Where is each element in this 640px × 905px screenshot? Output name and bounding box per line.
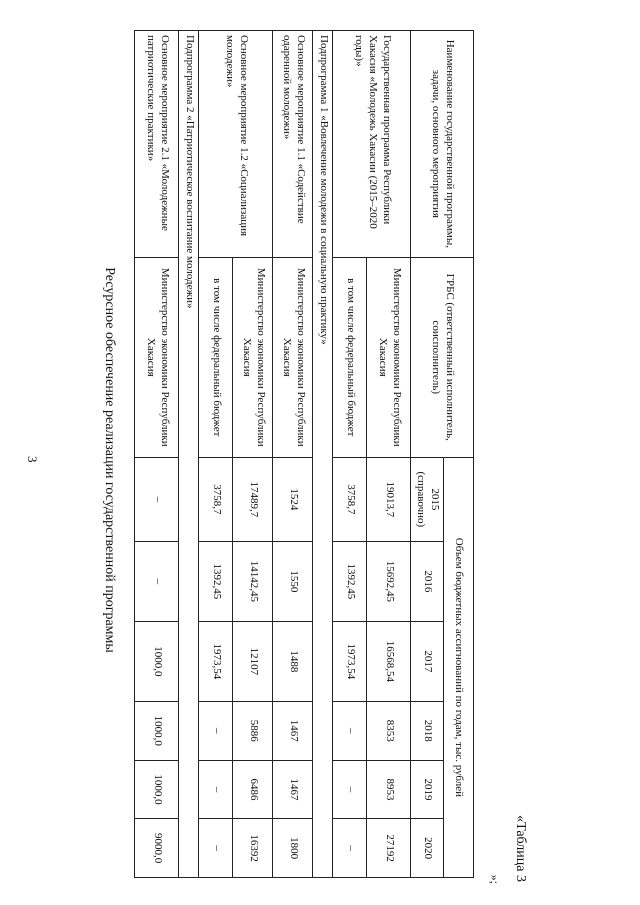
row-value: 1550 [273, 541, 313, 621]
row-value: 1467 [273, 701, 313, 760]
row-value: – [199, 819, 233, 878]
header-year: 2018 [411, 701, 444, 760]
row-value: – [333, 760, 367, 819]
row-value: 3758,7 [199, 457, 233, 541]
row-value: – [199, 760, 233, 819]
row-value: 1488 [273, 621, 313, 701]
row-value: 17489,7 [233, 457, 273, 541]
row-grbs: в том числе федеральный бюджет [199, 257, 233, 457]
row-value: 1392,45 [333, 541, 367, 621]
table-label: «Таблица 3 [513, 815, 528, 882]
row-grbs: в том числе федеральный бюджет [333, 257, 367, 457]
row-value: 27192 [367, 819, 411, 878]
subprogram-title: Подпрограмма 1 «Вовлечение молодежи в социальную практику» [313, 31, 333, 878]
row-value: 15692,45 [367, 541, 411, 621]
row-value: 1524 [273, 457, 313, 541]
row-name: Основное мероприятие 1.1 «Содействие одаренной молодежи» [273, 31, 313, 258]
header-grbs: ГРБС (ответственный исполнитель, соисполнитель) [411, 257, 474, 457]
row-grbs: Министерство экономики Республики Хакасия [135, 257, 179, 457]
row-value: 16568,54 [367, 621, 411, 701]
row-value: 1467 [273, 760, 313, 819]
header-row-1 [444, 31, 474, 878]
row-name: Государственная программа Республики Хакасия «Молодежь Хакасии (2015–2020 годы)» [333, 31, 411, 258]
row-value: – [135, 457, 179, 541]
row-value: 8953 [367, 760, 411, 819]
header-year: 2015 (справочно) [411, 457, 444, 541]
row-value: 3758,7 [333, 457, 367, 541]
row-value: – [333, 701, 367, 760]
row-grbs: Министерство экономики Республики Хакасия [233, 257, 273, 457]
row-value: 16392 [233, 819, 273, 878]
table-row [273, 31, 313, 878]
row-value: 12107 [233, 621, 273, 701]
row-value: 19013,7 [367, 457, 411, 541]
row-value: 1800 [273, 819, 313, 878]
row-value: 9000,0 [135, 819, 179, 878]
row-value: 1000,0 [135, 701, 179, 760]
row-value: 1973,54 [199, 621, 233, 701]
row-name: Основное мероприятие 2.1 «Молодежные патриотические практики» [135, 31, 179, 258]
page-number: 3 [25, 456, 40, 463]
row-value: 1973,54 [333, 621, 367, 701]
rotated-table-page [70, 30, 530, 890]
row-name: Основное мероприятие 1.2 «Социализация молодежи» [199, 31, 273, 258]
row-value: 1000,0 [135, 760, 179, 819]
row-value: – [135, 541, 179, 621]
row-value: 8353 [367, 701, 411, 760]
row-value: 1392,45 [199, 541, 233, 621]
resource-table [135, 30, 475, 878]
header-year: 2019 [411, 760, 444, 819]
header-year: 2020 [411, 819, 444, 878]
header-volume: Объем бюджетных ассигнований по годам, тыс. рублей [444, 457, 474, 877]
header-name: Наименование государственной программы, задачи, основного мероприятия [411, 31, 474, 258]
table-row [135, 31, 179, 878]
row-value: 1000,0 [135, 621, 179, 701]
header-year: 2017 [411, 621, 444, 701]
row-value: 5886 [233, 701, 273, 760]
subprogram-title: Подпрограмма 2 «Патриотическое воспитание молодежи» [179, 31, 199, 878]
table-row [367, 31, 411, 878]
document-title: Ресурсное обеспечение реализации государственной программы [102, 267, 117, 653]
row-value: 6486 [233, 760, 273, 819]
row-value: 14142,45 [233, 541, 273, 621]
closing-quote-mark: »; [488, 874, 502, 884]
subprogram-row [313, 31, 333, 878]
row-value: – [333, 819, 367, 878]
table-row [233, 31, 273, 878]
header-year: 2016 [411, 541, 444, 621]
subprogram-row [179, 31, 199, 878]
row-grbs: Министерство экономики Республики Хакасия [367, 257, 411, 457]
row-value: – [199, 701, 233, 760]
row-grbs: Министерство экономики Республики Хакасия [273, 257, 313, 457]
